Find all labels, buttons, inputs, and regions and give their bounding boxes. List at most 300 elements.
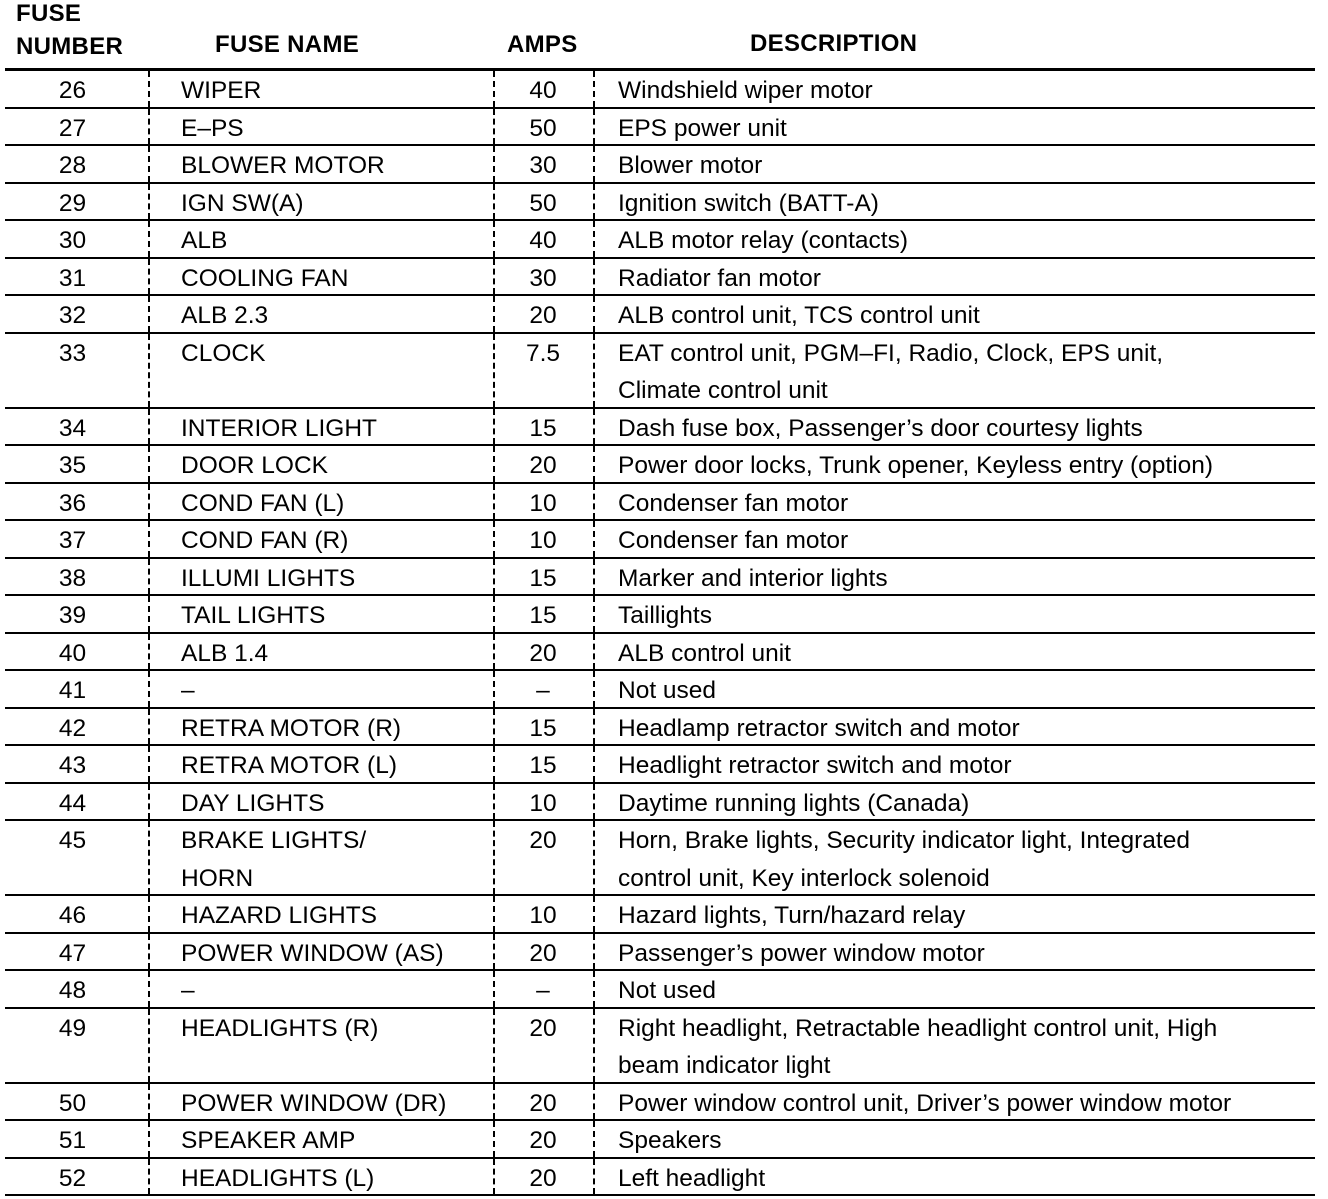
fuse-number-text: 51 <box>58 1127 87 1154</box>
fuse-description-text: Speakers <box>618 1127 722 1154</box>
column-divider <box>493 296 495 332</box>
column-divider <box>148 596 150 632</box>
fuse-description <box>618 746 1318 782</box>
fuse-number <box>5 296 140 332</box>
fuse-amps-text: 20 <box>529 1014 557 1042</box>
fuse-amps <box>493 971 593 1007</box>
fuse-number-text: 39 <box>58 602 87 629</box>
fuse-description-text: Climate control unit <box>618 377 828 404</box>
column-divider <box>593 1009 595 1082</box>
column-divider <box>148 296 150 332</box>
column-divider <box>148 1084 150 1120</box>
fuse-amps-text: 20 <box>529 939 557 967</box>
fuse-description-text: Not used <box>618 977 717 1004</box>
column-divider <box>593 896 595 932</box>
table-row <box>5 596 1315 634</box>
fuse-description-text: ALB control unit, TCS control unit <box>618 302 980 329</box>
column-divider <box>593 1084 595 1120</box>
column-divider <box>148 446 150 482</box>
column-divider <box>148 934 150 970</box>
column-divider <box>493 746 495 782</box>
fuse-number-text: 46 <box>58 902 87 929</box>
column-divider <box>148 184 150 220</box>
fuse-amps-text: 30 <box>529 264 557 292</box>
fuse-number <box>5 259 140 295</box>
table-row <box>5 1009 1315 1084</box>
fuse-amps <box>493 71 593 107</box>
column-divider <box>148 1121 150 1157</box>
column-divider <box>148 896 150 932</box>
table-row <box>5 709 1315 747</box>
fuse-description-text: Passenger’s power window motor <box>618 939 985 967</box>
fuse-amps-text: 20 <box>529 827 557 854</box>
column-divider <box>148 409 150 445</box>
fuse-number <box>5 71 140 107</box>
column-divider <box>148 671 150 707</box>
column-divider <box>493 821 495 894</box>
fuse-number-text: 50 <box>58 1089 87 1117</box>
header-fuse-name: FUSE NAME <box>215 31 360 58</box>
fuse-number-text: 32 <box>58 302 87 329</box>
fuse-number <box>5 934 140 970</box>
fuse-description <box>618 1159 1318 1195</box>
fuse-name-text: TAIL LIGHTS <box>181 602 326 629</box>
column-divider <box>148 221 150 257</box>
fuse-name <box>181 409 491 445</box>
fuse-name <box>181 559 491 595</box>
fuse-number <box>5 1121 140 1157</box>
fuse-description-text: Ignition switch (BATT-A) <box>618 189 879 217</box>
fuse-number-text: 27 <box>58 114 87 142</box>
fuse-name-text: ALB 1.4 <box>181 639 269 667</box>
table-row <box>5 934 1315 972</box>
fuse-number-text: 31 <box>58 264 87 292</box>
column-divider <box>593 934 595 970</box>
column-divider <box>493 71 495 107</box>
fuse-description-text: ALB motor relay (contacts) <box>618 227 909 254</box>
column-divider <box>493 1159 495 1195</box>
fuse-number-text: 38 <box>58 564 87 592</box>
fuse-amps <box>493 821 593 894</box>
fuse-name <box>181 634 491 670</box>
fuse-number <box>5 746 140 782</box>
column-divider <box>148 259 150 295</box>
column-divider <box>148 334 150 407</box>
fuse-name <box>181 1121 491 1157</box>
column-divider <box>593 1121 595 1157</box>
column-divider <box>493 109 495 145</box>
column-divider <box>493 221 495 257</box>
column-divider <box>493 896 495 932</box>
fuse-amps <box>493 259 593 295</box>
table-row <box>5 334 1315 409</box>
fuse-description-text: Right headlight, Retractable headlight control unit, High <box>618 1014 1218 1042</box>
fuse-amps <box>493 1009 593 1082</box>
fuse-amps <box>493 709 593 745</box>
fuse-description <box>618 521 1318 557</box>
column-divider <box>593 671 595 707</box>
table-row <box>5 821 1315 896</box>
column-divider <box>148 1159 150 1195</box>
fuse-amps-text: 10 <box>529 789 557 817</box>
fuse-table <box>5 68 1315 1196</box>
table-row <box>5 109 1315 147</box>
column-divider <box>493 409 495 445</box>
fuse-description-text: Daytime running lights (Canada) <box>618 789 970 817</box>
header-fuse-number-line2: NUMBER <box>16 33 124 60</box>
fuse-amps-text: 7.5 <box>525 339 561 367</box>
fuse-number-text: 41 <box>58 677 87 704</box>
fuse-description-text: Not used <box>618 677 717 704</box>
fuse-name-text: BLOWER MOTOR <box>181 152 385 179</box>
fuse-number <box>5 1159 140 1195</box>
fuse-number-text: 29 <box>58 189 87 217</box>
table-row <box>5 484 1315 522</box>
fuse-description <box>618 259 1318 295</box>
fuse-description <box>618 71 1318 107</box>
fuse-amps <box>493 1159 593 1195</box>
fuse-amps-text: 10 <box>529 527 557 554</box>
fuse-number <box>5 221 140 257</box>
column-divider <box>148 484 150 520</box>
column-divider <box>493 259 495 295</box>
fuse-amps-text: – <box>536 977 550 1004</box>
header-fuse-number-line1: FUSE <box>16 0 82 27</box>
fuse-number <box>5 409 140 445</box>
fuse-description <box>618 559 1318 595</box>
fuse-amps <box>493 671 593 707</box>
fuse-description <box>618 1121 1318 1157</box>
fuse-name <box>181 71 491 107</box>
fuse-amps-text: 10 <box>529 489 557 517</box>
fuse-name <box>181 671 491 707</box>
column-divider <box>493 1009 495 1082</box>
fuse-number <box>5 596 140 632</box>
fuse-amps <box>493 484 593 520</box>
fuse-name-text: E–PS <box>181 114 244 142</box>
fuse-number <box>5 784 140 820</box>
fuse-description-text: Power window control unit, Driver’s power window motor <box>618 1089 1232 1117</box>
fuse-description-text: Hazard lights, Turn/hazard relay <box>618 902 966 929</box>
fuse-description-text: Radiator fan motor <box>618 264 821 292</box>
column-divider <box>593 71 595 107</box>
fuse-description-text: Blower motor <box>618 152 763 179</box>
fuse-description-text: Windshield wiper motor <box>618 77 873 104</box>
column-divider <box>593 146 595 182</box>
fuse-name-text: CLOCK <box>181 339 266 367</box>
fuse-name <box>181 484 491 520</box>
fuse-amps-text: 20 <box>529 1089 557 1117</box>
fuse-name-text: ALB 2.3 <box>181 302 269 329</box>
fuse-name-text: HAZARD LIGHTS <box>181 902 378 929</box>
column-divider <box>593 221 595 257</box>
fuse-number-text: 26 <box>58 77 87 104</box>
table-row <box>5 671 1315 709</box>
fuse-amps-text: 50 <box>529 189 557 217</box>
fuse-number-text: 49 <box>58 1014 87 1042</box>
fuse-description-text: Condenser fan motor <box>618 527 849 554</box>
fuse-amps <box>493 296 593 332</box>
fuse-number <box>5 1084 140 1120</box>
fuse-name <box>181 709 491 745</box>
fuse-number <box>5 709 140 745</box>
fuse-amps <box>493 146 593 182</box>
fuse-description-text: Headlight retractor switch and motor <box>618 752 1012 779</box>
column-divider <box>593 446 595 482</box>
fuse-description-text: Horn, Brake lights, Security indicator light, Integrated <box>618 827 1190 854</box>
fuse-description-text: Dash fuse box, Passenger’s door courtesy lights <box>618 414 1143 442</box>
column-divider <box>493 521 495 557</box>
fuse-amps-text: 15 <box>529 602 557 629</box>
fuse-description <box>618 1009 1318 1082</box>
fuse-amps-text: – <box>536 677 550 704</box>
fuse-description-text: Marker and interior lights <box>618 564 888 592</box>
header-description: DESCRIPTION <box>750 30 918 57</box>
column-divider <box>593 634 595 670</box>
column-divider <box>148 784 150 820</box>
fuse-description <box>618 334 1318 407</box>
fuse-description <box>618 821 1318 894</box>
fuse-number <box>5 821 140 894</box>
column-divider <box>493 184 495 220</box>
fuse-description-text: Condenser fan motor <box>618 489 849 517</box>
table-row <box>5 446 1315 484</box>
column-divider <box>493 146 495 182</box>
fuse-description <box>618 184 1318 220</box>
fuse-number-text: 30 <box>58 227 87 254</box>
column-divider <box>493 334 495 407</box>
column-divider <box>493 784 495 820</box>
fuse-description-text: beam indicator light <box>618 1052 831 1079</box>
fuse-name <box>181 146 491 182</box>
fuse-name <box>181 746 491 782</box>
fuse-number-text: 45 <box>58 827 87 854</box>
fuse-name <box>181 821 491 894</box>
fuse-number-text: 37 <box>58 527 87 554</box>
table-row <box>5 146 1315 184</box>
fuse-number <box>5 634 140 670</box>
fuse-number <box>5 559 140 595</box>
column-divider <box>593 746 595 782</box>
fuse-number <box>5 671 140 707</box>
fuse-amps <box>493 334 593 407</box>
fuse-amps-text: 15 <box>529 714 557 742</box>
fuse-amps-text: 20 <box>529 639 557 667</box>
table-row <box>5 521 1315 559</box>
fuse-amps <box>493 521 593 557</box>
fuse-amps <box>493 446 593 482</box>
fuse-name-text: COOLING FAN <box>181 264 349 292</box>
column-divider <box>148 109 150 145</box>
fuse-name-text: BRAKE LIGHTS/ <box>181 827 367 854</box>
column-divider <box>148 71 150 107</box>
fuse-number-text: 42 <box>58 714 87 742</box>
column-divider <box>148 821 150 894</box>
fuse-number <box>5 146 140 182</box>
fuse-amps <box>493 746 593 782</box>
fuse-description-text: Left headlight <box>618 1164 766 1192</box>
fuse-number-text: 48 <box>58 977 87 1004</box>
fuse-name <box>181 184 491 220</box>
column-divider <box>493 709 495 745</box>
fuse-description <box>618 109 1318 145</box>
header-amps: AMPS <box>507 31 578 58</box>
fuse-description-text: EAT control unit, PGM–FI, Radio, Clock, EPS unit, <box>618 339 1164 367</box>
fuse-name-text: POWER WINDOW (AS) <box>181 939 444 967</box>
column-divider <box>493 971 495 1007</box>
fuse-name <box>181 784 491 820</box>
column-divider <box>593 559 595 595</box>
fuse-number-text: 34 <box>58 414 87 442</box>
fuse-description <box>618 409 1318 445</box>
fuse-amps-text: 50 <box>529 114 557 142</box>
fuse-name <box>181 221 491 257</box>
fuse-name <box>181 1084 491 1120</box>
fuse-number <box>5 446 140 482</box>
column-divider <box>593 521 595 557</box>
table-row <box>5 896 1315 934</box>
column-divider <box>493 1121 495 1157</box>
fuse-amps-text: 40 <box>529 77 557 104</box>
fuse-number <box>5 484 140 520</box>
column-divider <box>148 971 150 1007</box>
fuse-name-text: HEADLIGHTS (R) <box>181 1014 379 1042</box>
fuse-name-text: HORN <box>181 864 254 892</box>
column-divider <box>593 596 595 632</box>
fuse-number <box>5 334 140 407</box>
column-divider <box>493 634 495 670</box>
fuse-name <box>181 109 491 145</box>
fuse-name <box>181 446 491 482</box>
fuse-amps-text: 10 <box>529 902 557 929</box>
fuse-description <box>618 709 1318 745</box>
fuse-number-text: 44 <box>58 789 87 817</box>
fuse-amps-text: 30 <box>529 152 557 179</box>
fuse-description-text: ALB control unit <box>618 639 791 667</box>
fuse-description <box>618 446 1318 482</box>
table-row <box>5 259 1315 297</box>
fuse-amps <box>493 109 593 145</box>
fuse-name-text: COND FAN (L) <box>181 489 345 517</box>
table-row <box>5 296 1315 334</box>
fuse-name-text: ALB <box>181 227 228 254</box>
fuse-description <box>618 484 1318 520</box>
column-divider <box>493 934 495 970</box>
fuse-amps <box>493 221 593 257</box>
fuse-number-text: 28 <box>58 152 87 179</box>
fuse-number-text: 52 <box>58 1164 87 1192</box>
column-divider <box>593 184 595 220</box>
table-row <box>5 971 1315 1009</box>
table-row <box>5 184 1315 222</box>
fuse-description-text: Taillights <box>618 602 712 629</box>
fuse-amps <box>493 409 593 445</box>
column-divider <box>493 671 495 707</box>
table-row <box>5 634 1315 672</box>
fuse-number <box>5 184 140 220</box>
fuse-amps <box>493 596 593 632</box>
table-row <box>5 409 1315 447</box>
column-divider <box>593 821 595 894</box>
fuse-description <box>618 1084 1318 1120</box>
fuse-amps-text: 15 <box>529 752 557 779</box>
column-divider <box>493 446 495 482</box>
table-row <box>5 71 1315 109</box>
fuse-amps-text: 20 <box>529 302 557 329</box>
fuse-amps <box>493 1121 593 1157</box>
column-divider <box>148 559 150 595</box>
fuse-number-text: 47 <box>58 939 87 967</box>
fuse-amps-text: 20 <box>529 1164 557 1192</box>
fuse-name-text: RETRA MOTOR (L) <box>181 752 397 779</box>
column-divider <box>593 709 595 745</box>
fuse-description-text: Headlamp retractor switch and motor <box>618 714 1020 742</box>
table-row <box>5 1159 1315 1197</box>
column-divider <box>493 596 495 632</box>
fuse-number-text: 36 <box>58 489 87 517</box>
fuse-name <box>181 296 491 332</box>
fuse-amps <box>493 896 593 932</box>
fuse-number-text: 35 <box>58 452 87 479</box>
fuse-number <box>5 1009 140 1082</box>
table-row <box>5 1121 1315 1159</box>
fuse-amps-text: 15 <box>529 414 557 442</box>
table-row <box>5 784 1315 822</box>
table-row <box>5 559 1315 597</box>
fuse-name <box>181 334 491 407</box>
fuse-name-text: – <box>181 977 195 1004</box>
column-divider <box>593 1159 595 1195</box>
column-divider <box>148 1009 150 1082</box>
column-divider <box>593 259 595 295</box>
table-row <box>5 746 1315 784</box>
column-divider <box>493 484 495 520</box>
fuse-name-text: INTERIOR LIGHT <box>181 414 378 442</box>
fuse-name-text: RETRA MOTOR (R) <box>181 714 402 742</box>
fuse-name-text: HEADLIGHTS (L) <box>181 1164 375 1192</box>
fuse-amps-text: 40 <box>529 227 557 254</box>
fuse-name <box>181 259 491 295</box>
column-divider <box>493 1084 495 1120</box>
fuse-description <box>618 296 1318 332</box>
fuse-name-text: POWER WINDOW (DR) <box>181 1089 447 1117</box>
fuse-number <box>5 521 140 557</box>
fuse-name <box>181 1159 491 1195</box>
fuse-name-text: ILLUMI LIGHTS <box>181 564 356 592</box>
fuse-number-text: 33 <box>58 339 87 367</box>
fuse-name-text: – <box>181 677 195 704</box>
fuse-number-text: 43 <box>58 752 87 779</box>
fuse-amps <box>493 184 593 220</box>
fuse-number <box>5 109 140 145</box>
fuse-description <box>618 634 1318 670</box>
fuse-description <box>618 971 1318 1007</box>
fuse-amps <box>493 784 593 820</box>
fuse-description <box>618 934 1318 970</box>
column-divider <box>593 334 595 407</box>
fuse-description <box>618 671 1318 707</box>
fuse-amps-text: 15 <box>529 564 557 592</box>
column-divider <box>593 296 595 332</box>
fuse-name <box>181 971 491 1007</box>
fuse-name-text: WIPER <box>181 77 262 104</box>
fuse-description <box>618 784 1318 820</box>
fuse-amps <box>493 634 593 670</box>
fuse-name <box>181 521 491 557</box>
fuse-name <box>181 1009 491 1082</box>
fuse-description-text: control unit, Key interlock solenoid <box>618 864 990 892</box>
column-divider <box>593 109 595 145</box>
